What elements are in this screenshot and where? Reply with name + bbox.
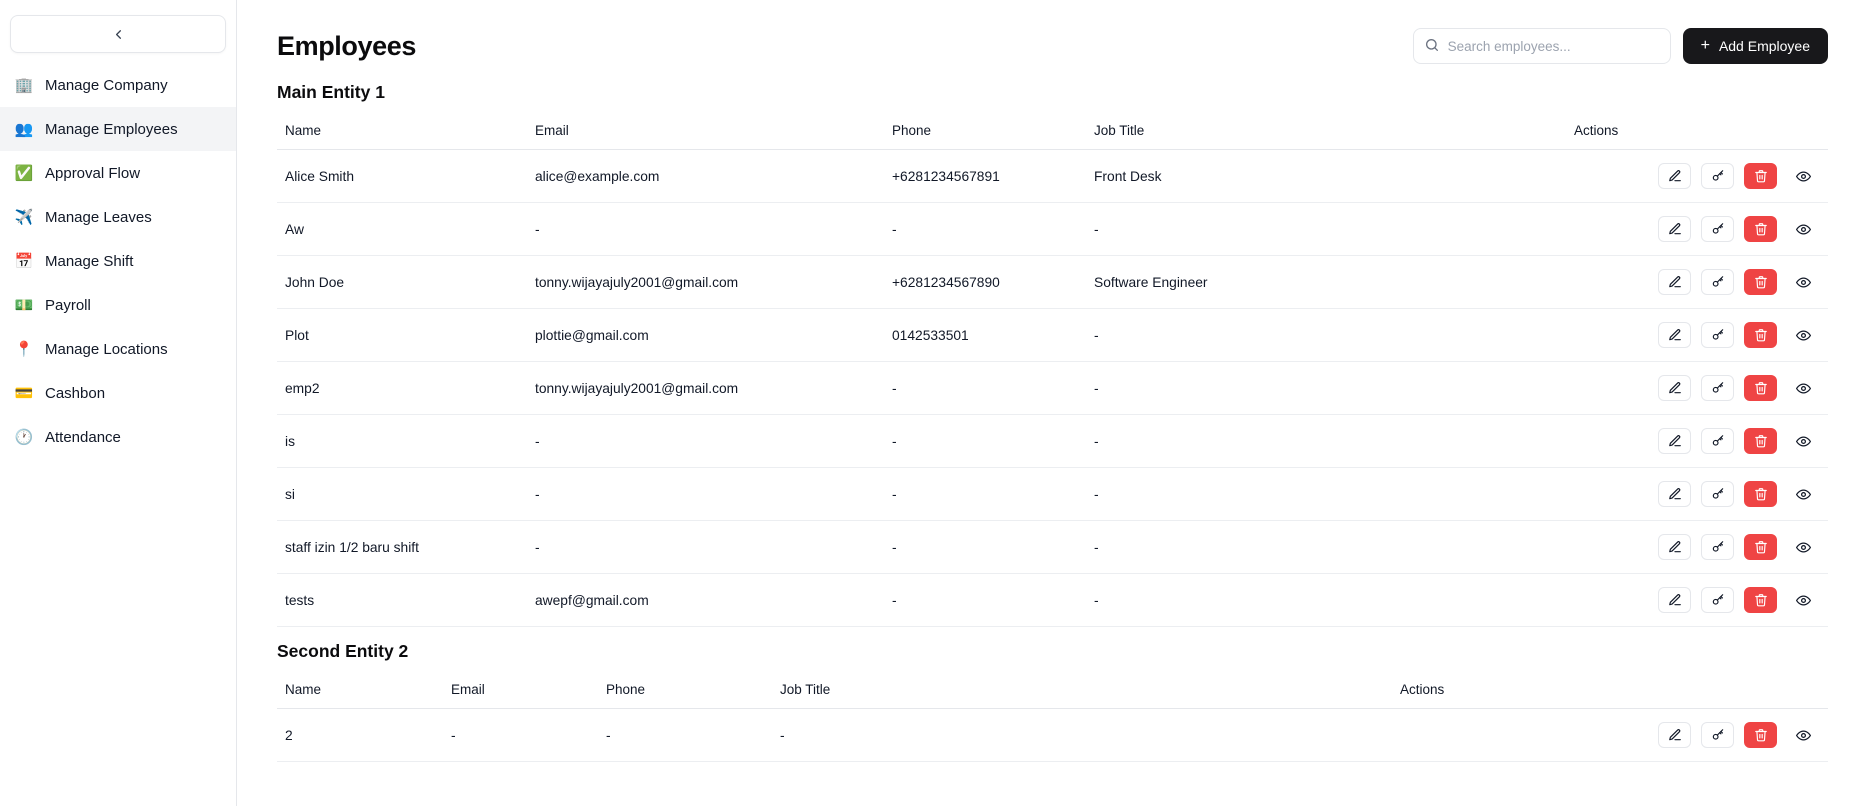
cell-name: is	[277, 415, 527, 468]
cell-actions	[1566, 150, 1828, 203]
pencil-icon	[1668, 222, 1682, 236]
table-header-row	[277, 672, 1828, 709]
pencil-icon	[1668, 540, 1682, 554]
column-header-job-title: Job Title	[1086, 113, 1566, 150]
table-header-row	[277, 113, 1828, 150]
column-header-phone: Phone	[884, 113, 1086, 150]
cell-name: Plot	[277, 309, 527, 362]
cell-phone: +6281234567890	[884, 256, 1086, 309]
key-icon	[1711, 328, 1725, 342]
cell-job-title: -	[772, 709, 1392, 762]
delete-button[interactable]	[1744, 428, 1777, 454]
reset-password-button[interactable]	[1701, 481, 1734, 507]
header-actions	[1413, 28, 1828, 64]
delete-button[interactable]	[1744, 216, 1777, 242]
cell-name: John Doe	[277, 256, 527, 309]
pencil-icon	[1668, 275, 1682, 289]
edit-button[interactable]	[1658, 322, 1691, 348]
pencil-icon	[1668, 487, 1682, 501]
edit-button[interactable]	[1658, 722, 1691, 748]
view-button[interactable]	[1787, 216, 1820, 242]
key-icon	[1711, 728, 1725, 742]
employee-sections	[277, 82, 1828, 762]
employee-table	[277, 672, 1828, 762]
column-header-actions: Actions	[1392, 672, 1828, 709]
view-button[interactable]	[1787, 269, 1820, 295]
sidebar	[0, 0, 237, 806]
check-icon: ✅	[14, 164, 34, 182]
cell-phone: -	[884, 203, 1086, 256]
cell-phone: -	[884, 521, 1086, 574]
pencil-icon	[1668, 328, 1682, 342]
edit-button[interactable]	[1658, 269, 1691, 295]
cell-phone: -	[598, 709, 772, 762]
sidebar-nav	[0, 63, 236, 459]
sidebar-item-label: Approval Flow	[45, 164, 141, 182]
cell-job-title: -	[1086, 203, 1566, 256]
edit-button[interactable]	[1658, 375, 1691, 401]
add-employee-label: Add Employee	[1718, 38, 1810, 54]
pencil-icon	[1668, 593, 1682, 607]
view-button[interactable]	[1787, 534, 1820, 560]
column-header-actions: Actions	[1566, 113, 1828, 150]
trash-icon	[1754, 275, 1768, 289]
table-row	[277, 468, 1828, 521]
section-title: Main Entity 1	[277, 82, 385, 102]
sidebar-item-label: Manage Employees	[45, 120, 178, 138]
delete-button[interactable]	[1744, 587, 1777, 613]
trash-icon	[1754, 328, 1768, 342]
view-button[interactable]	[1787, 322, 1820, 348]
cell-name: staff izin 1/2 baru shift	[277, 521, 527, 574]
cell-actions	[1566, 309, 1828, 362]
cell-name: tests	[277, 574, 527, 627]
row-action-group	[1574, 481, 1820, 507]
table-row	[277, 709, 1828, 762]
reset-password-button[interactable]	[1701, 428, 1734, 454]
table-row	[277, 574, 1828, 627]
key-icon	[1711, 381, 1725, 395]
reset-password-button[interactable]	[1701, 722, 1734, 748]
sidebar-item-label: Manage Leaves	[45, 208, 152, 226]
cell-phone: -	[884, 362, 1086, 415]
cell-email: awepf@gmail.com	[527, 574, 884, 627]
eye-icon	[1796, 275, 1811, 290]
cell-actions	[1566, 203, 1828, 256]
cell-actions	[1566, 574, 1828, 627]
cell-job-title: -	[1086, 362, 1566, 415]
view-button[interactable]	[1787, 481, 1820, 507]
view-button[interactable]	[1787, 428, 1820, 454]
sidebar-item-label: Payroll	[45, 296, 91, 314]
employee-table	[277, 113, 1828, 627]
key-icon	[1711, 593, 1725, 607]
cell-name: emp2	[277, 362, 527, 415]
cell-email: -	[527, 415, 884, 468]
eye-icon	[1796, 381, 1811, 396]
eye-icon	[1796, 728, 1811, 743]
table-row	[277, 203, 1828, 256]
sidebar-item-manage-shift[interactable]	[0, 239, 236, 283]
cell-name: Aw	[277, 203, 527, 256]
key-icon	[1711, 487, 1725, 501]
sidebar-item-cashbon[interactable]	[0, 371, 236, 415]
column-header-email: Email	[443, 672, 598, 709]
cell-email: plottie@gmail.com	[527, 309, 884, 362]
trash-icon	[1754, 593, 1768, 607]
delete-button[interactable]	[1744, 322, 1777, 348]
cell-actions	[1566, 256, 1828, 309]
reset-password-button[interactable]	[1701, 163, 1734, 189]
edit-button[interactable]	[1658, 428, 1691, 454]
edit-button[interactable]	[1658, 481, 1691, 507]
page-title: Employees	[277, 30, 416, 61]
eye-icon	[1796, 593, 1811, 608]
reset-password-button[interactable]	[1701, 269, 1734, 295]
trash-icon	[1754, 434, 1768, 448]
reset-password-button[interactable]	[1701, 322, 1734, 348]
row-action-group	[1574, 428, 1820, 454]
pin-icon: 📍	[14, 340, 34, 358]
column-header-name: Name	[277, 672, 443, 709]
cell-phone: +6281234567891	[884, 150, 1086, 203]
cell-job-title: Software Engineer	[1086, 256, 1566, 309]
key-icon	[1711, 434, 1725, 448]
key-icon	[1711, 222, 1725, 236]
delete-button[interactable]	[1744, 534, 1777, 560]
cell-job-title: -	[1086, 521, 1566, 574]
cell-phone: -	[884, 574, 1086, 627]
cell-email: alice@example.com	[527, 150, 884, 203]
key-icon	[1711, 540, 1725, 554]
table-row	[277, 415, 1828, 468]
row-action-group	[1574, 587, 1820, 613]
table-row	[277, 150, 1828, 203]
row-action-group	[1574, 375, 1820, 401]
cell-actions	[1566, 521, 1828, 574]
cell-name: 2	[277, 709, 443, 762]
row-action-group	[1574, 534, 1820, 560]
pencil-icon	[1668, 434, 1682, 448]
section-title: Second Entity 2	[277, 641, 409, 661]
edit-button[interactable]	[1658, 587, 1691, 613]
cell-email: -	[527, 203, 884, 256]
view-button[interactable]	[1787, 163, 1820, 189]
column-header-phone: Phone	[598, 672, 772, 709]
key-icon	[1711, 275, 1725, 289]
eye-icon	[1796, 222, 1811, 237]
plus-icon: +	[1700, 37, 1710, 54]
cell-job-title: -	[1086, 574, 1566, 627]
sidebar-item-label: Attendance	[45, 428, 121, 446]
reset-password-button[interactable]	[1701, 375, 1734, 401]
cell-email: -	[443, 709, 598, 762]
cell-actions	[1566, 362, 1828, 415]
cell-email: tonny.wijayajuly2001@gmail.com	[527, 362, 884, 415]
calendar-icon: 📅	[14, 252, 34, 270]
delete-button[interactable]	[1744, 722, 1777, 748]
cell-phone: 0142533501	[884, 309, 1086, 362]
delete-button[interactable]	[1744, 481, 1777, 507]
cell-job-title: Front Desk	[1086, 150, 1566, 203]
trash-icon	[1754, 540, 1768, 554]
eye-icon	[1796, 487, 1811, 502]
cell-name: Alice Smith	[277, 150, 527, 203]
trash-icon	[1754, 169, 1768, 183]
edit-button[interactable]	[1658, 534, 1691, 560]
page-header	[277, 28, 1828, 64]
trash-icon	[1754, 381, 1768, 395]
money-icon: 💵	[14, 296, 34, 314]
trash-icon	[1754, 487, 1768, 501]
pencil-icon	[1668, 381, 1682, 395]
plane-icon: ✈️	[14, 208, 34, 226]
cell-email: -	[527, 521, 884, 574]
clock-icon: 🕐	[14, 428, 34, 446]
row-action-group	[1574, 216, 1820, 242]
eye-icon	[1796, 169, 1811, 184]
delete-button[interactable]	[1744, 375, 1777, 401]
cell-job-title: -	[1086, 415, 1566, 468]
cell-job-title: -	[1086, 309, 1566, 362]
cell-actions	[1566, 415, 1828, 468]
sidebar-item-label: Cashbon	[45, 384, 106, 402]
card-icon: 💳	[14, 384, 34, 402]
column-header-job-title: Job Title	[772, 672, 1392, 709]
sidebar-item-payroll[interactable]	[0, 283, 236, 327]
table-row	[277, 521, 1828, 574]
table-row	[277, 256, 1828, 309]
edit-button[interactable]	[1658, 163, 1691, 189]
sidebar-item-manage-leaves[interactable]	[0, 195, 236, 239]
reset-password-button[interactable]	[1701, 587, 1734, 613]
edit-button[interactable]	[1658, 216, 1691, 242]
search-box	[1413, 28, 1671, 64]
eye-icon	[1796, 328, 1811, 343]
sidebar-item-approval-flow[interactable]	[0, 151, 236, 195]
main-content	[237, 0, 1864, 806]
column-header-name: Name	[277, 113, 527, 150]
cell-name: si	[277, 468, 527, 521]
sidebar-item-manage-company[interactable]	[0, 63, 236, 107]
row-action-group	[1400, 722, 1820, 748]
column-header-email: Email	[527, 113, 884, 150]
cell-actions	[1566, 468, 1828, 521]
view-button[interactable]	[1787, 587, 1820, 613]
company-icon: 🏢	[14, 76, 34, 94]
add-employee-button[interactable]	[1683, 28, 1828, 64]
trash-icon	[1754, 222, 1768, 236]
row-action-group	[1574, 163, 1820, 189]
sidebar-item-manage-employees[interactable]	[0, 107, 236, 151]
pencil-icon	[1668, 728, 1682, 742]
cell-actions	[1392, 709, 1828, 762]
row-action-group	[1574, 322, 1820, 348]
table-row	[277, 309, 1828, 362]
reset-password-button[interactable]	[1701, 534, 1734, 560]
cell-email: -	[527, 468, 884, 521]
sidebar-header	[10, 15, 226, 53]
sidebar-item-attendance[interactable]	[0, 415, 236, 459]
search-input[interactable]	[1413, 28, 1671, 64]
sidebar-item-manage-locations[interactable]	[0, 327, 236, 371]
search-icon	[1424, 37, 1440, 53]
view-button[interactable]	[1787, 722, 1820, 748]
row-action-group	[1574, 269, 1820, 295]
eye-icon	[1796, 434, 1811, 449]
chevron-left-icon[interactable]	[105, 21, 131, 47]
employees-icon: 👥	[14, 120, 34, 138]
view-button[interactable]	[1787, 375, 1820, 401]
sidebar-item-label: Manage Locations	[45, 340, 168, 358]
delete-button[interactable]	[1744, 269, 1777, 295]
reset-password-button[interactable]	[1701, 216, 1734, 242]
table-row	[277, 362, 1828, 415]
cell-email: tonny.wijayajuly2001@gmail.com	[527, 256, 884, 309]
sidebar-item-label: Manage Shift	[45, 252, 134, 270]
pencil-icon	[1668, 169, 1682, 183]
trash-icon	[1754, 728, 1768, 742]
key-icon	[1711, 169, 1725, 183]
delete-button[interactable]	[1744, 163, 1777, 189]
cell-phone: -	[884, 468, 1086, 521]
cell-phone: -	[884, 415, 1086, 468]
eye-icon	[1796, 540, 1811, 555]
cell-job-title: -	[1086, 468, 1566, 521]
sidebar-item-label: Manage Company	[45, 76, 168, 94]
